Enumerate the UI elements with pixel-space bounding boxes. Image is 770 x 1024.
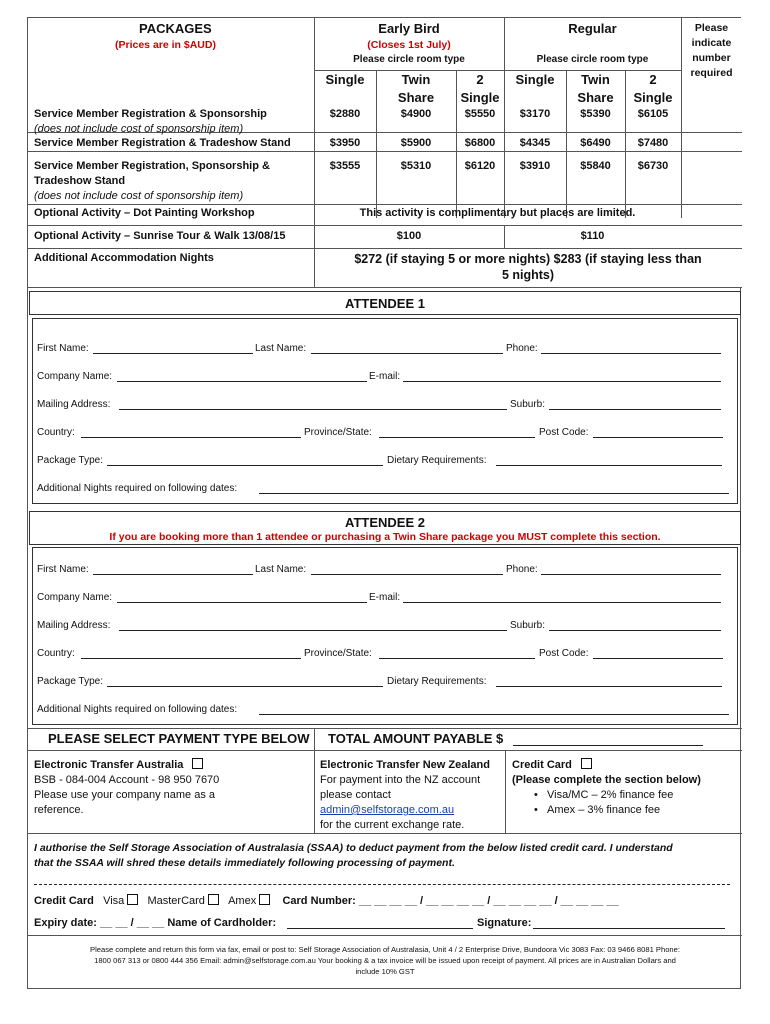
additional-nights-label: Additional Nights required on following dates: (37, 704, 238, 715)
email-input[interactable] (403, 593, 721, 603)
company-label: Company Name: (37, 592, 113, 603)
phone-label: Phone: (506, 564, 538, 575)
amex-checkbox[interactable] (259, 894, 270, 905)
package-type-input[interactable] (107, 677, 383, 687)
first-name-label: First Name: (37, 564, 89, 575)
additional-nights-input[interactable] (259, 484, 729, 494)
price-cell: $5390 (580, 108, 611, 120)
bullet-icon: • (534, 789, 538, 801)
regular-circle-note: Please circle room type (536, 54, 649, 65)
province-label: Province/State: (304, 648, 372, 659)
expiry-field[interactable]: Expiry date: __ __ / __ __ (34, 917, 165, 929)
early-single-header[interactable]: Single (325, 72, 365, 87)
credit-card-option[interactable]: Credit Card (Please complete the section below) • Visa/MC – 2% finance fee • Amex – 3% finance fee (512, 759, 701, 816)
visa-checkbox[interactable] (127, 894, 138, 905)
price-cell: $7480 (637, 137, 669, 149)
price-cell: $3950 (329, 137, 361, 149)
indicate-number-header: Please indicate number required (690, 22, 733, 79)
email-input[interactable] (403, 372, 721, 382)
admin-email-link[interactable]: admin@selfstorage.com.au (320, 804, 455, 816)
post-code-input[interactable] (593, 649, 723, 659)
packages-title: PACKAGES (139, 21, 212, 36)
price-cell: $5840 (580, 160, 611, 172)
province-label: Province/State: (304, 427, 372, 438)
company-input[interactable] (117, 372, 367, 382)
eft-australia-option[interactable]: Electronic Transfer Australia BSB - 084-004 Account - 98 950 7670 Please use your company name as a reference. (34, 759, 220, 816)
price-cell: $6105 (637, 108, 669, 120)
company-input[interactable] (117, 593, 367, 603)
dietary-label: Dietary Requirements: (387, 676, 487, 687)
credit-card-checkbox[interactable] (581, 758, 592, 769)
price-cell: $3555 (329, 160, 361, 172)
dot-painting-label: Optional Activity – Dot Painting Workshop (34, 207, 255, 219)
authorisation-text: I authorise the Self Storage Association of Australasia (SSAA) to deduct payment from the below listed credit card. I understand that the SSAA will shred these details immediately following processing of payment. (34, 842, 673, 869)
dietary-label: Dietary Requirements: (387, 455, 487, 466)
post-code-label: Post Code: (539, 427, 589, 438)
attendee1-title: ATTENDEE 1 (345, 296, 425, 311)
price-cell: $3910 (519, 160, 551, 172)
last-name-input[interactable] (311, 344, 503, 354)
cardholder-input[interactable] (287, 919, 473, 929)
total-amount-title: TOTAL AMOUNT PAYABLE $ (328, 731, 504, 746)
post-code-input[interactable] (593, 428, 723, 438)
card-number-field[interactable]: Card Number: __ __ __ __ / __ __ __ __ / __ __ __ __ / __ __ __ __ (282, 895, 619, 907)
sunrise-tour-label: Optional Activity – Sunrise Tour & Walk 13/08/15 (34, 230, 286, 242)
attendee2-title: ATTENDEE 2 (345, 515, 425, 530)
sunrise-early-price: $100 (396, 230, 422, 242)
signature-input[interactable] (533, 919, 725, 929)
sunrise-regular-price: $110 (580, 230, 605, 242)
signature-label: Signature: (477, 917, 532, 929)
price-cell: $2880 (329, 108, 361, 120)
additional-nights-label: Additional Nights required on following dates: (37, 483, 238, 494)
attendee1-fields (32, 318, 738, 504)
phone-label: Phone: (506, 343, 538, 354)
bullet-icon: • (534, 804, 538, 816)
package-row-sponsorship: Service Member Registration & Sponsorship (does not include cost of sponsorship item) (34, 108, 267, 135)
last-name-label: Last Name: (255, 343, 307, 354)
mastercard-checkbox[interactable] (208, 894, 219, 905)
accommodation-price: $272 (if staying 5 or more nights) $283 (if staying less than 5 nights) (354, 252, 702, 282)
dietary-input[interactable] (496, 677, 722, 687)
first-name-label: First Name: (37, 343, 89, 354)
suburb-label: Suburb: (510, 620, 546, 631)
country-label: Country: (37, 648, 75, 659)
regular-title: Regular (568, 21, 617, 36)
package-type-label: Package Type: (37, 676, 103, 687)
price-cell: $6490 (580, 137, 611, 149)
last-name-input[interactable] (311, 565, 503, 575)
email-label: E-mail: (369, 371, 401, 382)
suburb-label: Suburb: (510, 399, 546, 410)
company-label: Company Name: (37, 371, 113, 382)
early-bird-title: Early Bird (378, 21, 440, 36)
first-name-input[interactable] (93, 565, 253, 575)
phone-input[interactable] (541, 344, 721, 354)
package-type-label: Package Type: (37, 455, 103, 466)
early-two-single-header[interactable]: 2 Single (460, 72, 500, 105)
phone-input[interactable] (541, 565, 721, 575)
country-input[interactable] (81, 649, 301, 659)
post-code-label: Post Code: (539, 648, 589, 659)
cut-line (34, 884, 730, 885)
package-type-input[interactable] (107, 456, 383, 466)
total-amount-input[interactable] (513, 732, 703, 746)
price-cell: $3170 (519, 108, 551, 120)
credit-card-type-row: Credit Card Visa MasterCard Amex Card Number: __ __ __ __ / __ __ __ __ / __ __ __ __ / __ __ __ __ (34, 895, 619, 907)
first-name-input[interactable] (93, 344, 253, 354)
price-cell: $5550 (464, 108, 496, 120)
price-cell: $4345 (519, 137, 551, 149)
mailing-input[interactable] (119, 621, 507, 631)
province-input[interactable] (379, 649, 535, 659)
price-cell: $6800 (464, 137, 496, 149)
packages-table (28, 18, 742, 288)
mailing-input[interactable] (119, 400, 507, 410)
attendee2-note: If you are booking more than 1 attendee or purchasing a Twin Share package you MUST complete this section. (109, 531, 661, 543)
select-payment-title: PLEASE SELECT PAYMENT TYPE BELOW (48, 731, 310, 746)
country-label: Country: (37, 427, 75, 438)
price-cell: $6120 (464, 160, 496, 172)
package-row-tradeshow: Service Member Registration & Tradeshow Stand (34, 137, 291, 149)
package-row-sponsorship-tradeshow: Service Member Registration, Sponsorship & Tradeshow Stand (does not include cost of sponsorship item) (34, 160, 270, 202)
attendee1-header (29, 291, 741, 315)
accommodation-label: Additional Accommodation Nights (34, 252, 214, 264)
province-input[interactable] (379, 428, 535, 438)
early-bird-close-note: (Closes 1st July) (367, 39, 451, 51)
eft-australia-checkbox[interactable] (192, 758, 203, 769)
early-twin-header[interactable]: Twin Share (397, 72, 435, 105)
mailing-label: Mailing Address: (37, 620, 111, 631)
regular-twin-header[interactable]: Twin Share (577, 72, 614, 105)
currency-note: (Prices are in $AUD) (115, 39, 216, 51)
dot-painting-note: This activity is complimentary but places are limited. (359, 207, 636, 219)
email-label: E-mail: (369, 592, 401, 603)
price-cell: $5310 (400, 160, 432, 172)
price-cell: $5900 (400, 137, 432, 149)
price-cell: $4900 (400, 108, 432, 120)
country-input[interactable] (81, 428, 301, 438)
regular-two-single-header[interactable]: 2 Single (633, 72, 673, 105)
eft-nz-option: Electronic Transfer New Zealand For payment into the NZ account please contact admin@selfstorage.com.au for the current exchange rate. (320, 759, 490, 831)
price-cell: $6730 (637, 160, 669, 172)
footer-note: Please complete and return this form via fax, email or post to: Self Storage Association of Australasia, Unit 4 / 2 Enterprise Drive, Bundoora Vic 3083 Fax: 03 9466 8081 Phone: 1800 067 313 or 0800 444 356 Email: admin@selfstorage.com.au Your booking & a tax invoice will be issued upon receipt of payment. All prices are in Australian Dollars and include 10% GST (90, 945, 680, 976)
attendee2-header (29, 511, 741, 545)
regular-single-header[interactable]: Single (515, 72, 555, 87)
dietary-input[interactable] (496, 456, 722, 466)
card-details-row: Expiry date: __ __ / __ __ Name of Cardholder: (34, 917, 277, 929)
attendee2-fields (32, 547, 738, 725)
early-bird-circle-note: Please circle room type (353, 54, 465, 65)
additional-nights-input[interactable] (259, 705, 729, 715)
registration-form (27, 17, 741, 989)
mailing-label: Mailing Address: (37, 399, 111, 410)
suburb-input[interactable] (549, 621, 721, 631)
suburb-input[interactable] (549, 400, 721, 410)
last-name-label: Last Name: (255, 564, 307, 575)
